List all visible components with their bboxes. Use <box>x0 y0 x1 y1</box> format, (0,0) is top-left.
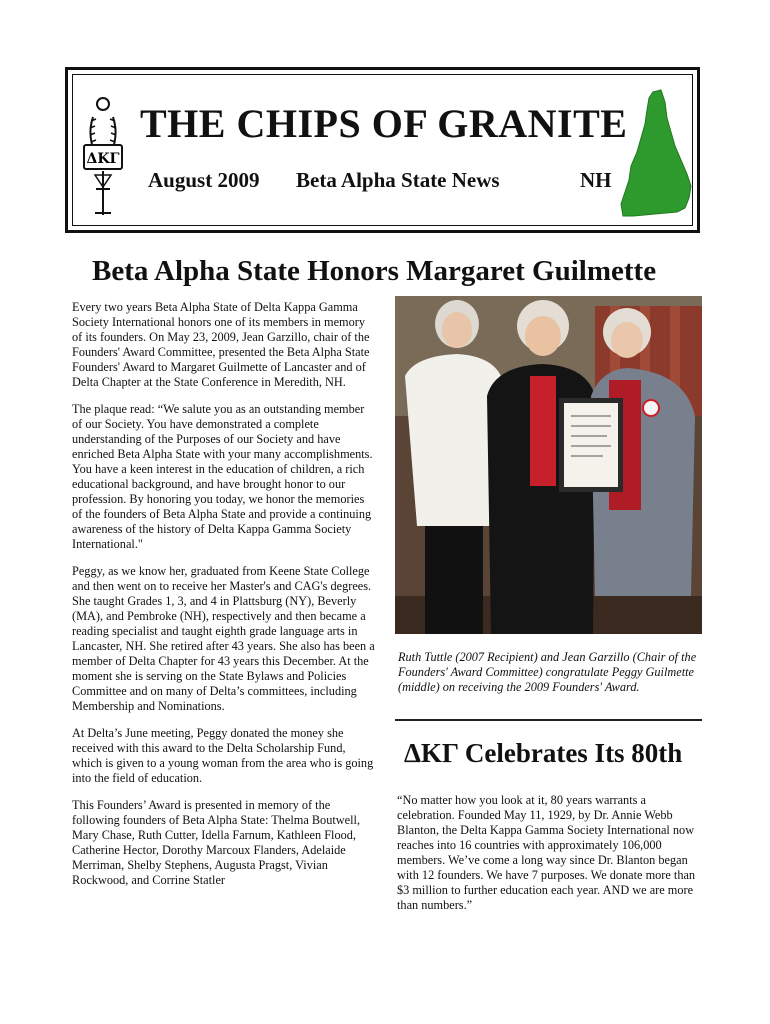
article-paragraph: At Delta’s June meeting, Peggy donated the money she received with this award to the Delta Scholarship Fund, which is given to a young woman from the area who is going into the field of education. <box>72 726 374 785</box>
article-body <box>72 300 377 900</box>
article-paragraph: This Founders’ Award is presented in memory of the following founders of Beta Alpha State: Thelma Boutwell, Mary Chase, Ruth Cutter, Idella Farnum, Kathleen Flood, Catherine Hector, Dorothy Marcoux Flanders, Adelaide Merriman, Shelby Stephens, Augusta Pragst, Vivian Rockwood, and Corrine Statler <box>72 798 361 887</box>
newsletter-subtitle: Beta Alpha State News <box>296 168 500 192</box>
newsletter-title: THE CHIPS OF GRANITE <box>140 101 628 146</box>
svg-text:ΔKΓ: ΔKΓ <box>86 151 120 167</box>
masthead-box <box>65 67 700 233</box>
delta-kappa-gamma-emblem <box>83 95 123 221</box>
anniversary-paragraph: “No matter how you look at it, 80 years warrants a celebration. Founded May 11, 1929, by Dr. Annie Webb Blanton, the Delta Kappa Gamma Society International now reaches into 16 countries with approximately 106,000 members. We’ve come a long way since Dr. Blanton began with 12 founders. We have 7 purposes. We donate more than $3 million to further education each year. AND we are more than numbers.” <box>397 793 696 912</box>
section-divider <box>395 719 702 721</box>
photo-caption: Ruth Tuttle (2007 Recipient) and Jean Garzillo (Chair of the Founders' Award Committee) congratulate Peggy Guilmette (middle) on receiving the 2009 Founders' Award. <box>398 650 697 694</box>
new-hampshire-map-icon <box>615 88 695 224</box>
article-paragraph: Peggy, as we know her, graduated from Keene State College and then went on to receive her Master's and CAG's degrees. She taught Grades 1, 3, and 4 in Plattsburg (NY), Beverly (MA), and Pembroke (NH), respectively and then became a reading specialist and taught eighth grade language arts in Lancaster, NH. She retired after 43 years. She also has been a member of Delta Chapter for 43 years this December. At the moment she is serving on the State Bylaws and Policies Committee and on many of Delta’s committees, including Membership and Nominations. <box>72 564 375 713</box>
state-abbreviation: NH <box>580 168 612 192</box>
anniversary-headline: ΔKΓ Celebrates Its 80th <box>404 738 683 768</box>
award-ceremony-photo <box>395 296 702 634</box>
article-paragraph: The plaque read: “We salute you as an outstanding member of our Society. You have demonstrated a complete understanding of the Purposes of our Society and have enriched Beta Alpha State with your many accomplishments. You have a keen interest in the education of children, a rich educational background, and have brought honor to our profession. By honoring you today, we honor the memories of the founders of Beta Alpha State and provide a continuing awareness of the history of Delta Kappa Gamma Society International." <box>72 402 373 551</box>
masthead-inner-border <box>72 74 693 226</box>
article-headline: Beta Alpha State Honors Margaret Guilmette <box>92 255 657 287</box>
issue-date: August 2009 <box>148 168 260 192</box>
article-paragraph: Every two years Beta Alpha State of Delta Kappa Gamma Society International honors one of its members in memory of its founders. On May 23, 2009, Jean Garzillo, chair of the Founders' Award Committee, presented the Beta Alpha State Founders' Award to Margaret Guilmette of Lancaster and of Delta Chapter at the State Conference in Meredith, NH. <box>72 300 370 389</box>
